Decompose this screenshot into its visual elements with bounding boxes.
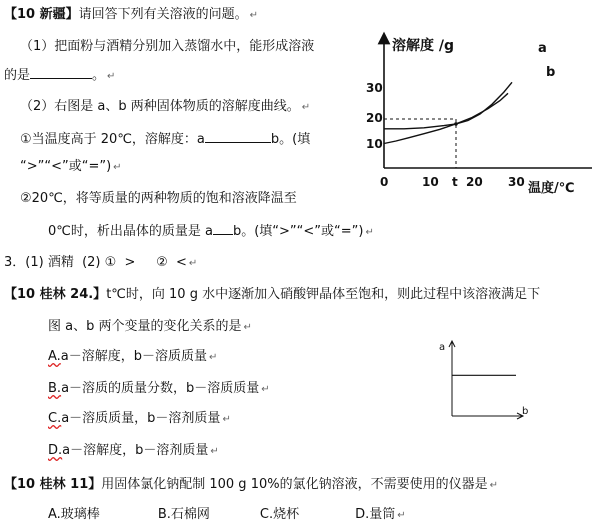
y-tick-label: 20 xyxy=(366,111,383,125)
option-letter: A. xyxy=(48,349,61,364)
answer-blank xyxy=(30,66,92,79)
q1-part1-text: （1）把面粉与酒精分别加入蒸馏水中，能形成溶液 xyxy=(20,39,315,54)
q1-part1-end: 。 xyxy=(92,68,106,83)
q1-sub1-line2 xyxy=(20,158,122,177)
q2-stem-text: t℃时，向 10 g 水中逐渐加入硝酸钾晶体至饱和，则此过程中该溶液满足下 xyxy=(106,287,541,302)
y-axis-label: 溶解度 /g xyxy=(392,38,455,54)
y-tick-label: 30 xyxy=(366,81,383,95)
y-axis-label: a xyxy=(439,342,446,353)
q1-tag: 【10 新疆】 xyxy=(4,7,79,22)
intersection-point xyxy=(454,122,458,126)
q1-sub1-text: ①当温度高于 20℃，溶解度：a xyxy=(20,132,205,147)
series-a-label: a xyxy=(538,41,547,56)
return-mark-icon: ↵ xyxy=(261,384,270,395)
q1-sub1-line1 xyxy=(20,130,310,149)
q2-stem-text-2: 图 a、b 两个变量的变化关系的是 xyxy=(48,319,242,334)
q1-part1-line1 xyxy=(20,38,314,56)
x-tick-label: 20 xyxy=(466,175,483,189)
q1-sub1-hint: “>”“<”或“=”) xyxy=(20,159,112,174)
option-text: a－溶质的质量分数，b－溶质质量 xyxy=(61,381,260,396)
option-text: a－溶解度，b－溶剂质量 xyxy=(62,443,209,458)
q3-stem xyxy=(4,476,498,495)
q2-tag: 【10 桂林 24.】 xyxy=(4,287,107,302)
q1-sub2-text: ②20℃，将等质量的两种物质的饱和溶液降温至 xyxy=(20,191,297,206)
x-tick-label: 10 xyxy=(422,175,439,189)
x-axis-label: 温度/℃ xyxy=(528,181,575,196)
return-mark-icon: ↵ xyxy=(209,352,218,363)
option-text: a－溶质质量，b－溶剂质量 xyxy=(61,411,221,426)
return-mark-icon: ↵ xyxy=(188,258,198,269)
return-mark-icon: ↵ xyxy=(397,510,406,521)
q2-option-b[interactable] xyxy=(48,380,270,399)
curve-b xyxy=(384,93,508,143)
ab-relation-chart xyxy=(436,338,532,424)
series-b-label: b xyxy=(546,65,556,80)
return-mark-icon: ↵ xyxy=(365,227,374,238)
q3-option-d[interactable]: D.量筒 xyxy=(355,507,396,522)
answer-text: 3．(1) 酒精 (2) ① > ② < xyxy=(4,255,187,270)
option-letter: B. xyxy=(48,381,62,396)
return-mark-icon: ↵ xyxy=(222,414,231,425)
option-letter: D. xyxy=(48,443,63,458)
answer-blank xyxy=(213,222,233,235)
y-tick-label: 10 xyxy=(366,137,383,151)
q3-option-a[interactable]: A.玻璃棒 xyxy=(48,507,100,522)
answer-line xyxy=(4,254,197,273)
q1-heading xyxy=(4,6,258,25)
q1-sub1-mid: b。(填 xyxy=(270,132,311,147)
q1-part2-line xyxy=(20,98,310,117)
x-axis-label: b xyxy=(522,406,529,417)
q1-sub2-line1 xyxy=(20,190,297,208)
return-mark-icon: ↵ xyxy=(243,322,252,333)
return-mark-icon: ↵ xyxy=(301,102,311,113)
q1-intro: 请回答下列有关溶液的问题。 xyxy=(78,7,248,22)
q2-option-c[interactable] xyxy=(48,410,231,429)
return-mark-icon: ↵ xyxy=(210,446,219,457)
option-text: a－溶解度，b－溶质质量 xyxy=(60,349,208,364)
q3-options xyxy=(48,506,406,525)
solubility-chart xyxy=(362,30,598,200)
x-tick-label: 0 xyxy=(380,175,389,189)
x-tick-label: 30 xyxy=(508,175,525,189)
x-tick-label: t xyxy=(452,175,458,189)
answer-blank xyxy=(205,130,271,143)
q2-option-a[interactable] xyxy=(48,348,217,367)
q1-part1-lead: 的是 xyxy=(4,68,31,83)
return-mark-icon: ↵ xyxy=(113,162,122,173)
q2-option-d[interactable] xyxy=(48,442,219,461)
option-letter: C. xyxy=(48,411,62,426)
q3-stem-text: 用固体氯化钠配制 100 g 10%的氯化钠溶液，不需要使用的仪器是 xyxy=(101,477,488,492)
return-mark-icon: ↵ xyxy=(107,71,116,82)
q2-stem-line1 xyxy=(4,286,540,304)
q2-stem-line2 xyxy=(48,318,252,337)
q1-part2-text: （2）右图是 a、b 两种固体物质的溶解度曲线。 xyxy=(20,99,300,114)
return-mark-icon: ↵ xyxy=(249,10,259,21)
q1-sub2-line2 xyxy=(48,222,374,242)
q1-part1-line2 xyxy=(4,66,115,86)
q3-tag: 【10 桂林 11】 xyxy=(4,477,102,492)
q1-sub2-lead: 0℃时，析出晶体的质量是 a xyxy=(48,224,213,239)
return-mark-icon: ↵ xyxy=(489,480,498,491)
q3-option-c[interactable]: C.烧杯 xyxy=(259,507,300,522)
q1-sub2-end: b。(填“>”“<”或“=”) xyxy=(232,224,364,239)
q3-option-b[interactable]: B.石棉网 xyxy=(157,507,210,522)
